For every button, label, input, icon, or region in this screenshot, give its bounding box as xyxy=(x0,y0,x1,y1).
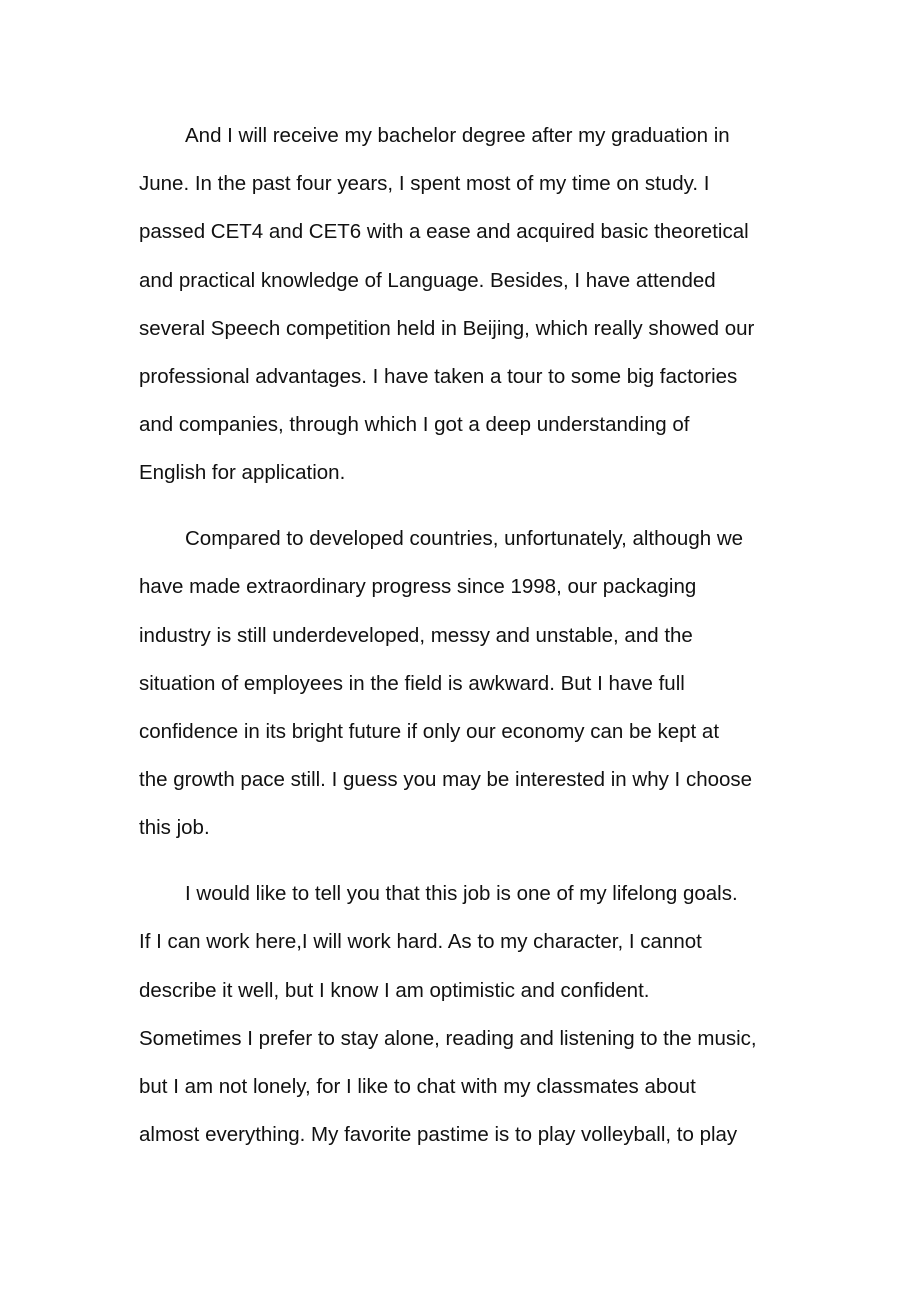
text-line: situation of employees in the field is awkward. But I have full xyxy=(139,672,685,695)
text-line: industry is still underdeveloped, messy and unstable, and the xyxy=(139,624,693,647)
text-line: confidence in its bright future if only our economy can be kept at xyxy=(139,720,720,743)
text-line: several Speech competition held in Beijing, which really showed our xyxy=(139,317,755,340)
text-line: describe it well, but I know I am optimistic and confident. xyxy=(139,979,650,1002)
text-line: passed CET4 and CET6 with a ease and acquired basic theoretical xyxy=(139,220,749,243)
text-line: almost everything. My favorite pastime is to play volleyball, to play xyxy=(139,1123,738,1146)
text-line: have made extraordinary progress since 1998, our packaging xyxy=(139,575,697,598)
text-line: June. In the past four years, I spent most of my time on study. I xyxy=(139,172,710,195)
text-line: and companies, through which I got a deep understanding of xyxy=(139,413,690,436)
text-line: Sometimes I prefer to stay alone, reading and listening to the music, xyxy=(139,1027,757,1050)
text-line: professional advantages. I have taken a tour to some big factories xyxy=(139,365,738,388)
text-line: English for application. xyxy=(139,461,346,484)
text-line: Compared to developed countries, unfortunately, although we xyxy=(185,527,744,550)
text-line: And I will receive my bachelor degree after my graduation in xyxy=(185,124,730,147)
text-line: but I am not lonely, for I like to chat with my classmates about xyxy=(139,1075,696,1098)
text-line: If I can work here,I will work hard. As to my character, I cannot xyxy=(139,930,702,953)
text-line: and practical knowledge of Language. Besides, I have attended xyxy=(139,269,716,292)
text-line: I would like to tell you that this job is one of my lifelong goals. xyxy=(185,882,738,905)
text-line: this job. xyxy=(139,816,210,839)
text-line: the growth pace still. I guess you may be interested in why I choose xyxy=(139,768,753,791)
